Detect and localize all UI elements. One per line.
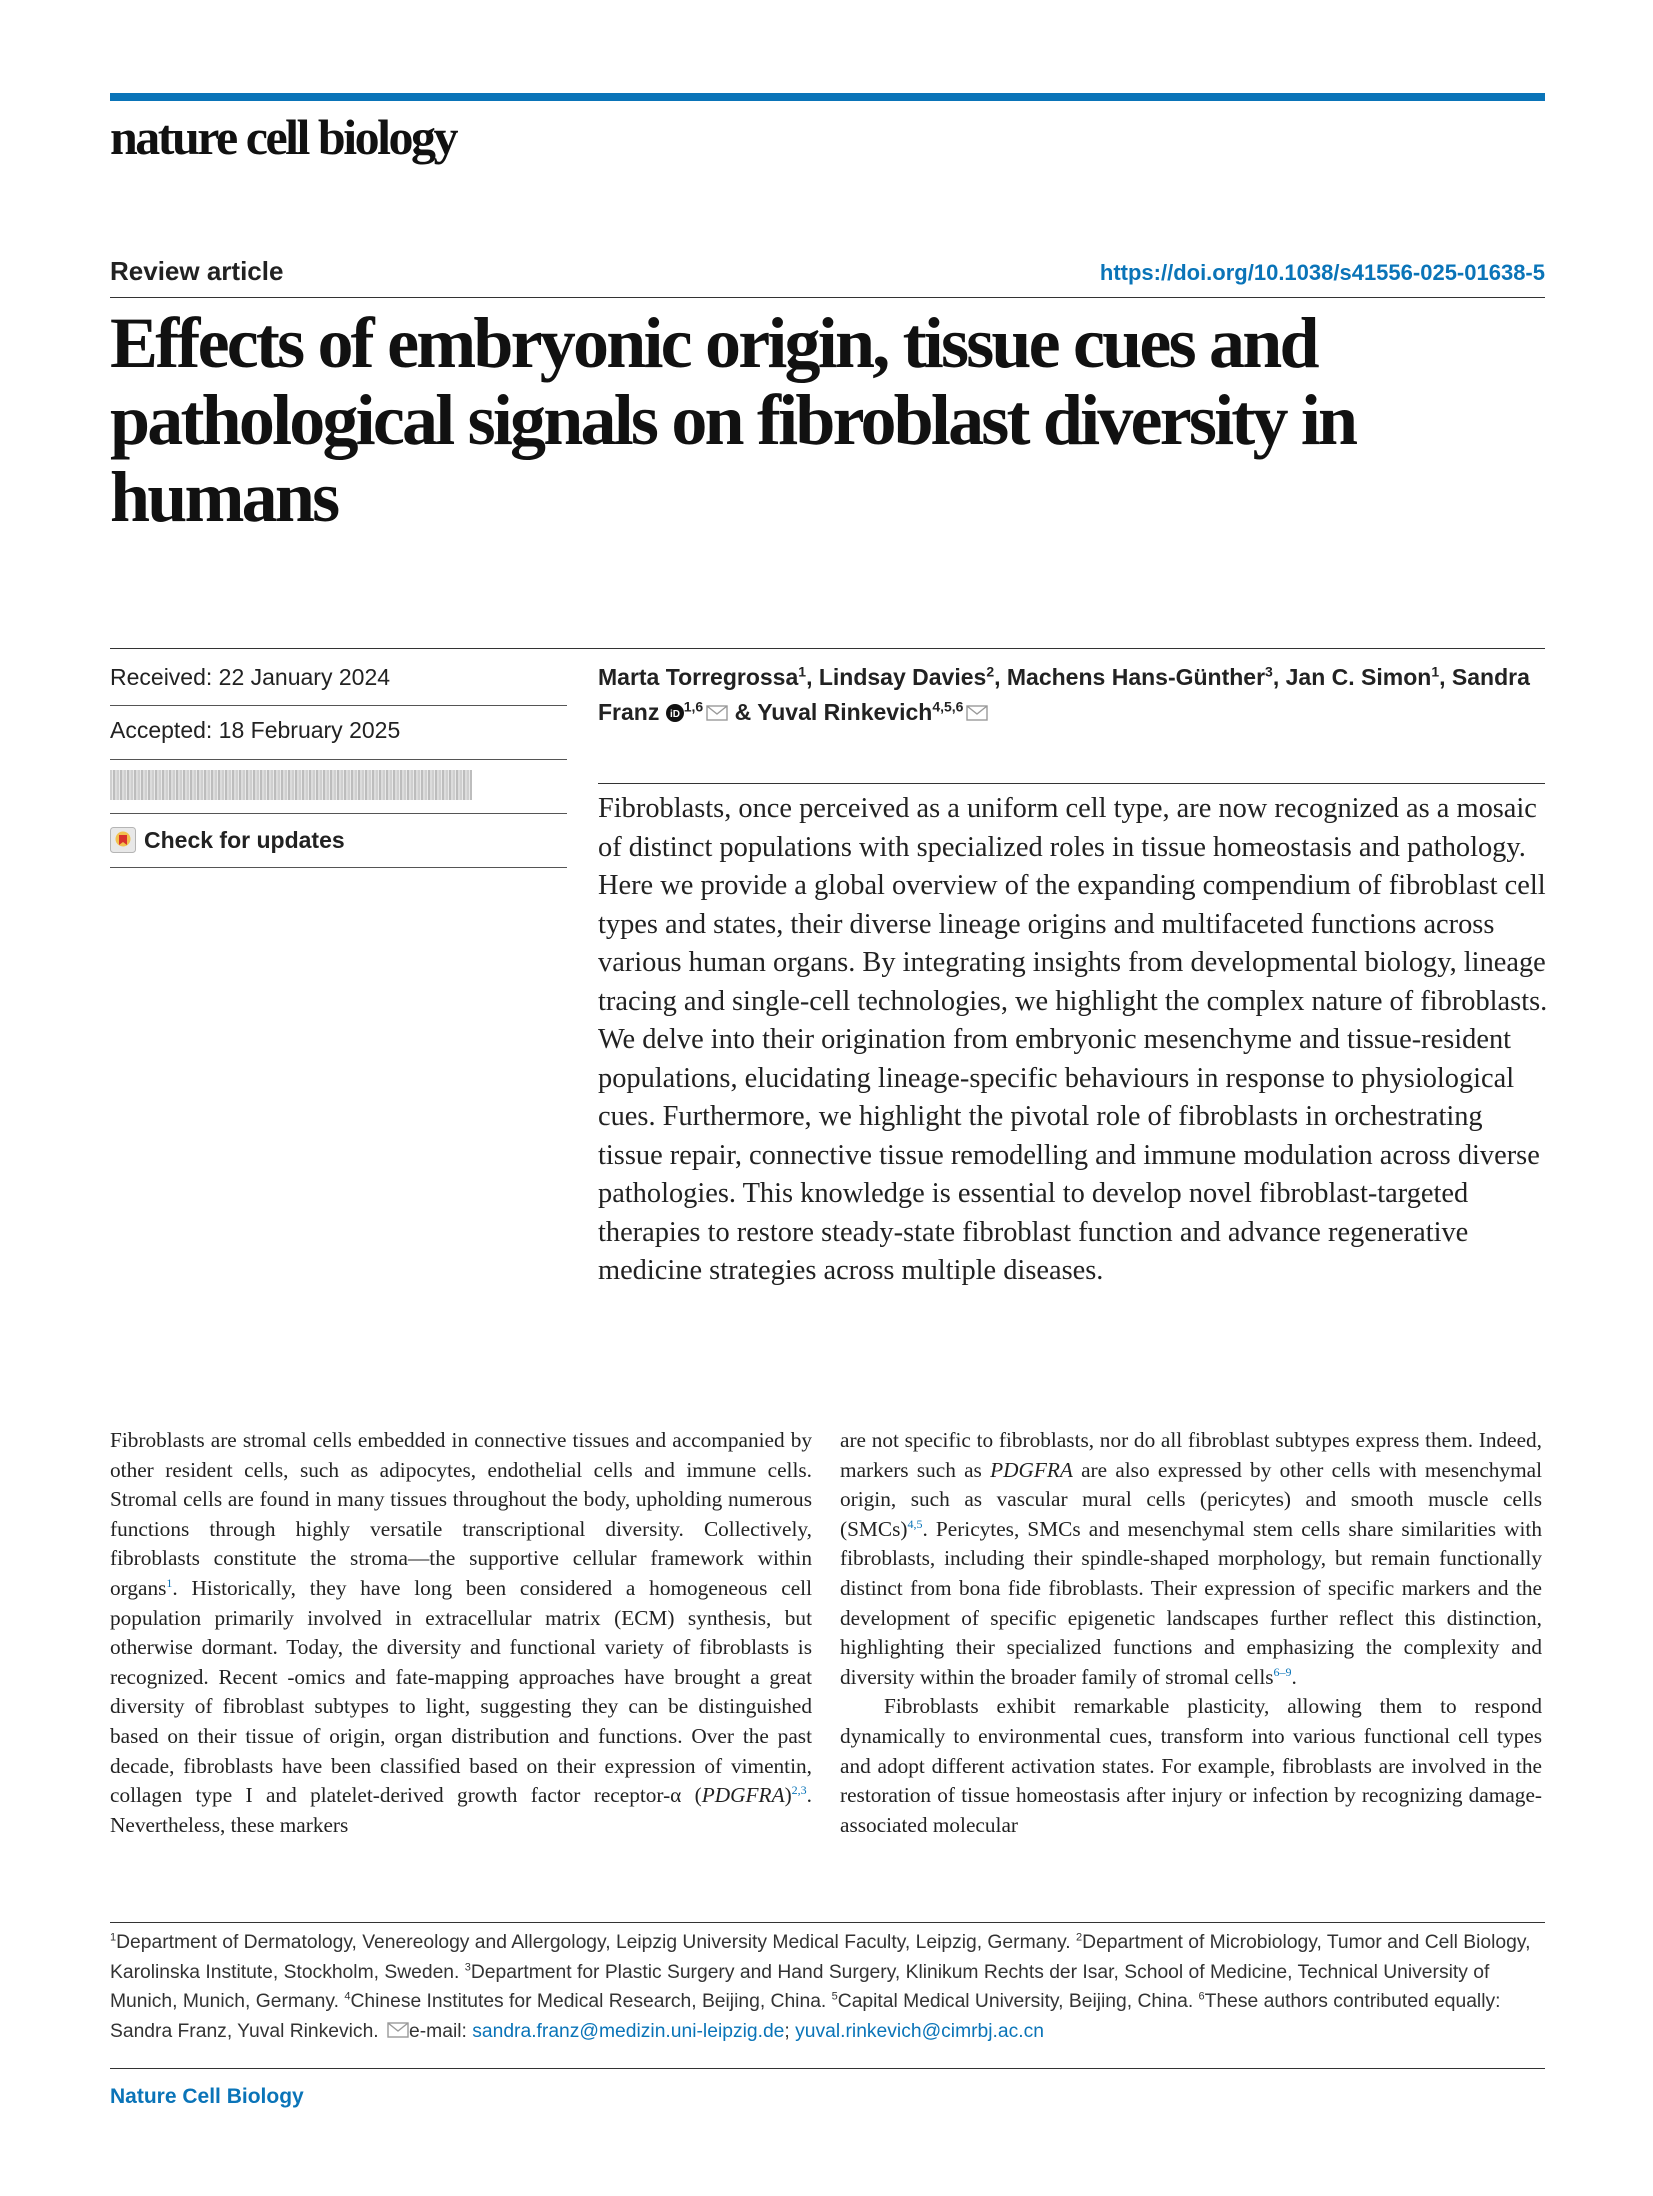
author-affiliation: 2 xyxy=(986,663,995,680)
body-paragraph: Fibroblasts are stromal cells embedded in connective tissues and accompanied by other resident cells, such as adipocytes, endothelial cells and immune cells. Stromal cells are found in many tissues throughout the body, upholding numerous functions through highly versatile transcriptional diversity. Collectively, fibroblasts constitute the stroma—the supportive cellular framework within organs$^1$. Historically, they have long been considered a homogeneous cell population primarily involved in extracellular matrix (ECM) synthesis, but otherwise dormant. Today, the diversity and functional variety of fibroblasts is recognized. Recent -omics and fate-mapping approaches have brought a great diversity of fibroblast subtypes to light, suggesting they can be distinguished based on their tissue of origin, organ distribution and functions. Over the past decade, fibroblasts have been classified based on their expression of vimentin, collagen type I and platelet-derived growth factor receptor-α (PDGFRA)$^{2,3}$. Nevertheless, these markers xyxy=(110,1428,812,1837)
abstract-rule xyxy=(598,783,1545,784)
body-paragraph: are not specific to fibroblasts, nor do all fibroblast subtypes express them. Indeed, markers such as PDGFRA are also expressed by other cells with mesenchymal origin, such as vascular mural cells (pericytes) and smooth muscle cells (SMCs)$^{4,5}$. Pericytes, SMCs and mesenchymal stem cells share similarities with fibroblasts, including their spindle-shaped morphology, but remain functionally distinct from bona fide fibroblasts. Their expression of specific markers and the development of specific epigenetic landscapes further reflect this distinction, highlighting their specialized functions and emphasizing the complexity and diversity within the broader family of stromal cells$^{6-9}$. xyxy=(840,1428,1543,1689)
email-link[interactable]: sandra.franz@medizin.uni-leipzig.de xyxy=(472,2020,785,2042)
affiliations: $^1$Department of Dermatology, Venereology and Allergology, Leipzig University Medical Faculty, Leipzig, Germany. $^2$Department of Microbiology, Tumor and Cell Biology, Karolinska Institute, Stockholm, Sweden. $^3$Department for Plastic Surgery and Hand Surgery, Klinikum Rechts der Isar, School of Medicine, Technical University of Munich, Munich, Germany. $^4$Chinese Institutes for Medical Research, Beijing, China. $^5$Capital Medical University, Beijing, China. $^6$These authors contributed equally: Sandra Franz, Yuval Rinkevich. e-mail: sandra.franz@medizin.uni-leipzig.de; yuval.rinkevich@cimrbj.ac.cn xyxy=(110,1931,1531,2042)
mail-icon[interactable] xyxy=(706,705,728,721)
check-for-updates-icon xyxy=(110,827,136,853)
author-name[interactable]: Lindsay Davies xyxy=(818,664,987,690)
received-date: Received: 22 January 2024 xyxy=(110,664,391,690)
header-rule xyxy=(110,297,1545,298)
meta-divider xyxy=(110,705,567,706)
author-name[interactable]: Sandra Franz xyxy=(598,664,1530,725)
footer-rule xyxy=(110,2068,1545,2069)
abstract: Fibroblasts, once perceived as a uniform cell type, are now recognized as a mosaic of distinct populations with specialized roles in tissue homeostasis and pathology. Here we provide a global overview of the expanding compendium of fibroblast cell types and states, their diverse lineage origins and multifaceted functions across various human organs. By integrating insights from developmental biology, lineage tracing and single-cell technologies, we highlight the complex nature of fibroblasts. We delve into their origination from embryonic mesenchyme and tissue-resident populations, elucidating lineage-specific behaviours in response to physiological cues. Furthermore, we highlight the pivotal role of fibroblasts in orchestrating tissue repair, connective tissue remodelling and immune modulation across diverse pathologies. This knowledge is essential to develop novel fibroblast-targeted therapies to restore steady-state fibroblast function and advance regenerative medicine strategies across multiple diseases. xyxy=(598,793,1548,1286)
orcid-icon[interactable] xyxy=(666,704,684,722)
top-accent-rule xyxy=(110,93,1545,101)
author-name[interactable]: Jan C. Simon xyxy=(1285,664,1432,690)
author-name[interactable]: Marta Torregrossa xyxy=(598,664,799,690)
author-name[interactable]: Yuval Rinkevich xyxy=(757,699,933,725)
author-list: Marta Torregrossa$^1$, Lindsay Davies$^2$, Machens Hans-Günther$^3$, Jan C. Simon$^1$, Sandra Franz iD $^{1,6}$ & Yuval Rinkevich$^{4,5,6}$ xyxy=(598,663,1530,725)
check-for-updates-button[interactable] xyxy=(110,824,345,856)
author-affiliation: 3 xyxy=(1265,663,1273,680)
doi-link[interactable]: https://doi.org/10.1038/s41556-025-01638-5 xyxy=(1099,260,1545,285)
meta-divider xyxy=(110,813,567,814)
check-for-updates-label: Check for updates xyxy=(144,826,345,853)
accepted-date: Accepted: 18 February 2025 xyxy=(110,717,401,743)
footer-journal-name: Nature Cell Biology xyxy=(110,2085,304,2108)
citation-link[interactable]: 6–9 xyxy=(1273,1664,1292,1679)
email-link[interactable]: yuval.rinkevich@cimrbj.ac.cn xyxy=(795,2020,1045,2042)
meta-divider xyxy=(110,759,567,760)
footnote-rule xyxy=(110,1922,1545,1923)
body-column-right xyxy=(840,1426,1542,1840)
meta-divider xyxy=(110,867,567,868)
citation-link[interactable]: 1 xyxy=(166,1575,173,1590)
article-type: Review article xyxy=(110,256,284,286)
article-title: Effects of embryonic origin, tissue cues and pathological signals on fibroblast diversity in humans xyxy=(110,303,1356,537)
svg-text:iD: iD xyxy=(669,709,680,720)
body-paragraph: Fibroblasts exhibit remarkable plasticity, allowing them to respond dynamically to environmental cues, transform into various functional cell types and adopt different activation states. For example, fibroblasts are involved in the restoration of tissue homeostasis after injury or infection by recognizing damage-associated molecular xyxy=(840,1694,1542,1837)
mail-icon[interactable] xyxy=(966,705,988,721)
section-rule xyxy=(110,648,1545,649)
mail-icon xyxy=(387,2022,409,2038)
author-affiliation: 1 xyxy=(798,663,807,680)
author-affiliation: 1 xyxy=(1431,663,1440,680)
author-affiliation: 4,5,6 xyxy=(932,698,964,715)
citation-link[interactable]: 2,3 xyxy=(791,1783,807,1798)
redacted-bar xyxy=(110,770,472,800)
author-affiliation: 1,6 xyxy=(683,698,704,715)
author-name[interactable]: Machens Hans-Günther xyxy=(1006,664,1266,690)
journal-logo[interactable]: nature cell biology xyxy=(110,109,457,165)
citation-link[interactable]: 4,5 xyxy=(907,1516,923,1531)
body-column-left xyxy=(110,1426,812,1840)
